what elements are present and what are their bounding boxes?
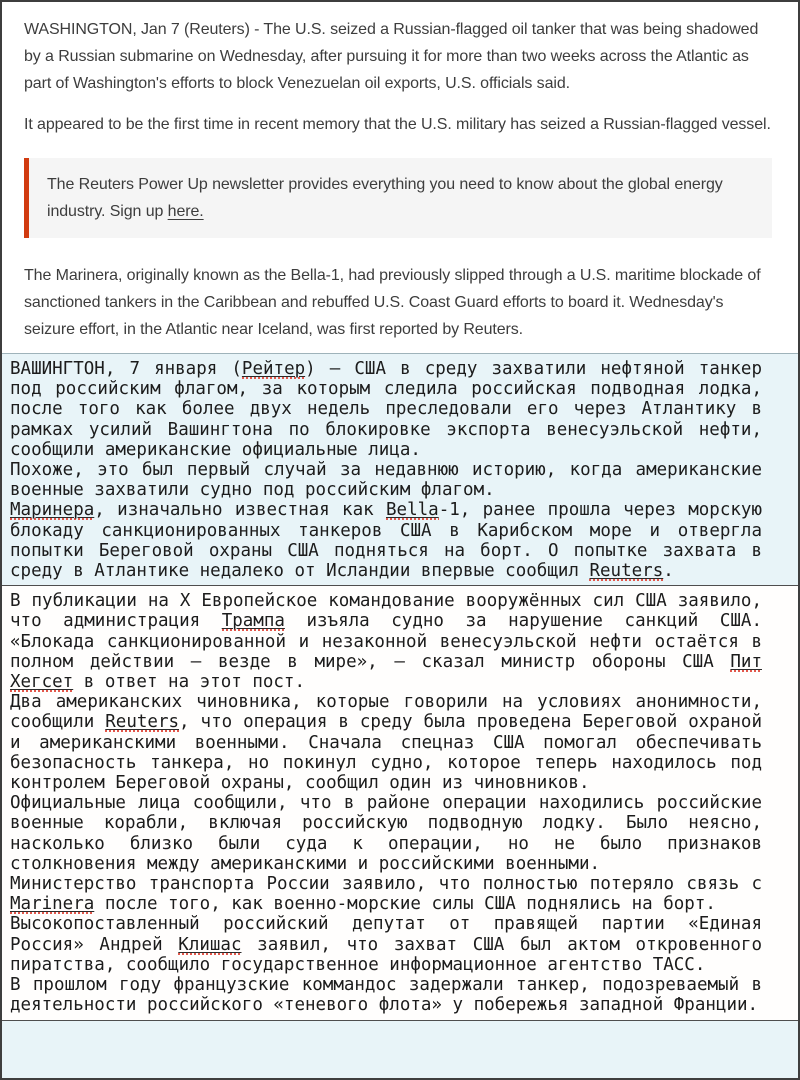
spellcheck-flagged-word: Трампа (221, 611, 285, 632)
text-run: изъяла судно за нарушение санкций США. «Блокада санкционированной и незаконной венесуэльской нефти остаётся в полном действии — везде в мире», — сказал министр обороны США (10, 611, 762, 672)
translation-pane-cutoff (2, 1021, 798, 1079)
text-run: Два американских чиновника, которые говорили на условиях анонимности, сообщили (10, 692, 762, 733)
text-run: В публикации на X Европейское командование вооружённых сил США заявило, что администрация (10, 591, 762, 632)
text-run: ВАШИНГТОН, 7 января ( (10, 359, 242, 379)
article-paragraph: It appeared to be the first time in recent memory that the U.S. military has seized a Russian-flagged vessel. (24, 116, 771, 133)
spellcheck-flagged-word: Клишас (178, 934, 242, 955)
signup-here-link[interactable]: here. (167, 203, 204, 220)
text-run: ) — США в среду захватили нефтяной танкер под российским флагом, за которым следила российская подводная лодка, после того как более двух недель преследовали его через Атлантику в рамках усилий Вашингтона по блокировке экспорта венесуэльской нефти, сообщили американские официальные лица. (10, 359, 762, 460)
text-run: . (663, 561, 674, 582)
newsletter-callout (24, 158, 772, 238)
translation-paragraph (10, 793, 762, 874)
translation-pane-highlighted[interactable] (2, 353, 798, 585)
text-run: Похоже, это был первый случай за недавнюю историю, когда американские военные захватили судно под российским флагом. (10, 460, 762, 501)
translation-paragraph (10, 874, 762, 914)
text-run: Высокопоставленный российский депутат от правящей партии «Единая Россия» Андрей (10, 914, 762, 955)
text-run: в ответ на этот пост. (73, 672, 306, 693)
spellcheck-flagged-word: Marinera (10, 894, 95, 915)
translation-paragraph (10, 914, 762, 975)
spellcheck-flagged-word: Рейтер (241, 359, 306, 379)
translation-paragraph (10, 975, 762, 1015)
spellcheck-flagged-word: Reuters (105, 712, 180, 733)
spellcheck-flagged-word: Bella (386, 500, 439, 521)
text-run: , изначально известная как (94, 500, 386, 521)
text-run: В прошлом году французские коммандос задержали танкер, подозреваемый в деятельности российского «теневого флота» у побережья западной Франции. (10, 975, 762, 1016)
text-run: заявил, что захват США был актом откровенного пиратства, сообщило государственное информационное агентство ТАСС. (10, 934, 762, 975)
newsletter-text: The Reuters Power Up newsletter provides everything you need to know about the global energy industry. Sign up (47, 176, 723, 220)
translation-paragraph (10, 500, 762, 581)
spellcheck-flagged-word: Пит Хегсет (10, 651, 762, 693)
spellcheck-flagged-word: Reuters (589, 561, 664, 582)
english-article (2, 2, 798, 353)
translation-paragraph (10, 692, 762, 793)
article-paragraph: The Marinera, originally known as the Bella-1, had previously slipped through a U.S. maritime blockade of sanctioned tankers in the Caribbean and rebuffed U.S. Coast Guard efforts to board it. Wednesday's seizure effort, in the Atlantic near Iceland, was first reported by Reuters. (24, 267, 761, 338)
text-run: Официальные лица сообщили, что в районе операции находились российские военные корабли, включая российскую подводную лодку. Было неясно, насколько близко были суда к операции, но не было признаков столкновения между американскими и российскими военными. (10, 793, 762, 874)
text-run: Министерство транспорта России заявило, что полностью потеряло связь с (10, 874, 762, 895)
text-run: после того, как военно-морские силы США поднялись на борт. (94, 894, 716, 915)
translation-pane-plain[interactable] (2, 585, 798, 1020)
article-paragraph: WASHINGTON, Jan 7 (Reuters) - The U.S. seized a Russian-flagged oil tanker that was being shadowed by a Russian submarine on Wednesday, after pursuing it for more than two weeks across the Atlantic as part of Washington's efforts to block Venezuelan oil exports, U.S. officials said. (24, 21, 759, 92)
translation-paragraph (10, 591, 762, 692)
spellcheck-flagged-word: Маринера (10, 500, 95, 521)
text-run: , что операция в среду была проведена Береговой охраной и американскими военными. Сначала спецназ США помогал обеспечивать безопасность танкера, но покинул судно, которое теперь находилось под контролем Береговой охраны, сообщил один из чиновников. (10, 712, 762, 794)
text-run: -1, ранее прошла через морскую блокаду санкционированных танкеров США в Карибском море и отвергла попытки Береговой охраны США подняться на борт. О попытке захвата в среду в Атлантике недалеко от Исландии впервые сообщил (10, 500, 762, 582)
translation-paragraph (10, 460, 762, 500)
translation-paragraph (10, 359, 762, 460)
